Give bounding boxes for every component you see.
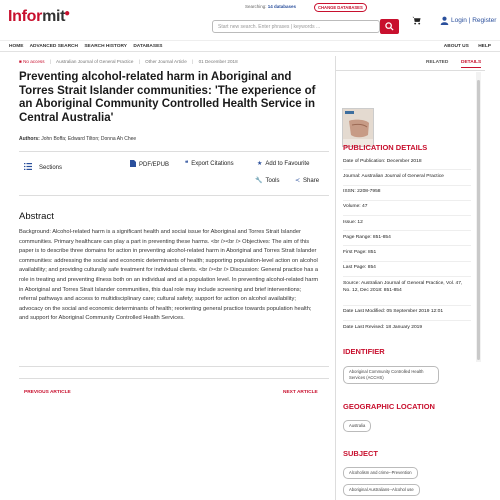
change-databases-button[interactable]: CHANGE DATABASES: [314, 3, 367, 12]
detail-journal: Journal: Australian Journal of General Practice: [343, 174, 444, 179]
detail-page-range: Page Range: 851-854: [343, 235, 391, 240]
panel-scrollbar[interactable]: [476, 72, 481, 362]
detail-last-revised: Date Last Revised: 18 January 2019: [343, 325, 423, 330]
detail-first-page: First Page: 851: [343, 250, 377, 255]
nav-about-us[interactable]: ABOUT US: [443, 44, 469, 49]
favourite-label: Add to Favourite: [265, 161, 310, 167]
publication-details-heading: PUBLICATION DETAILS: [343, 143, 428, 152]
header: [0, 0, 500, 40]
subject-chip[interactable]: Aboriginal Australians--Alcohol use: [343, 484, 420, 496]
abstract-heading: Abstract: [19, 211, 54, 222]
previous-article-link[interactable]: PREVIOUS ARTICLE: [24, 390, 71, 395]
detail-last-page: Last Page: 854: [343, 265, 376, 270]
identifier-chip[interactable]: Aboriginal Community Controlled Health Services (ACCHS): [343, 366, 439, 384]
share-icon: ≺: [295, 178, 301, 184]
detail-date-of-publication: Date of Publication: December 2018: [343, 159, 422, 164]
searching-info: [245, 4, 296, 9]
login-register-link[interactable]: Login | Register: [451, 17, 497, 24]
pdf-label: PDF/EPUB: [139, 162, 170, 168]
detail-divider: [343, 305, 471, 306]
detail-volume: Volume: 47: [343, 204, 368, 209]
authors: [19, 136, 136, 142]
nav-search-history[interactable]: SEARCH HISTORY: [84, 44, 127, 49]
divider: [19, 378, 329, 379]
detail-divider: [343, 276, 471, 277]
article-title: Preventing alcohol-related harm in Aboriginal and Torres Strait Islander communities: 'The experience of an Aboriginal Community Controlled Health Service in Central Australia': [19, 71, 316, 124]
main-nav: [0, 40, 500, 52]
detail-divider: [343, 169, 471, 170]
meta-separator: |: [138, 59, 140, 64]
nav-right: [436, 44, 491, 49]
detail-divider: [343, 261, 471, 262]
nav-advanced-search[interactable]: ADVANCED SEARCH: [29, 44, 78, 49]
share-button[interactable]: [295, 177, 319, 184]
article-meta: [19, 59, 238, 64]
document-icon: [130, 160, 136, 167]
detail-divider: [343, 230, 471, 231]
divider: [19, 366, 329, 367]
list-icon: [24, 163, 32, 170]
detail-source: Source: Australian Journal of General Practice, Vol. 47, No. 12, Dec 2018: 851-854: [343, 281, 463, 293]
logo-text-tail: mit: [42, 8, 66, 25]
nav-databases[interactable]: DATABASES: [133, 44, 163, 49]
subject-chip[interactable]: Alcoholism and crime--Prevention: [343, 467, 418, 479]
search-button[interactable]: [380, 19, 399, 34]
share-label: Share: [303, 178, 320, 184]
divider: [19, 195, 329, 196]
geo-chip-australia[interactable]: Australia: [343, 420, 371, 432]
wrench-icon: 🔧: [255, 178, 263, 184]
search-icon: [385, 22, 394, 31]
abstract-text: Background: Alcohol-related harm is a significant health and social issue for Aboriginal and Torres Strait Islander communities. Primary healthcare can play a part in preventing these harms. <br /><br /> Objectives: The aim of this paper is to describe three domains for action in preventing alcohol-related harm in Aboriginal and Torres Strait Islander communities: addressing the social and economic determinants of health; supporting population-level action on alcohol availability; and providing culturally safe treatment for individual clients. <br /><br /> Discussion: General practice has a role in treating and preventing illness both on an individual and at a population level. In preventing alcohol-related harm in Aboriginal and Torres Strait Islander communities, this dual role may include screening and brief interventions; referral pathways and access to multidisciplinary care; cultural safety; support for action on alcohol availability; advocacy on the social and economic determinants of health; reorienting general practice towards population health; and support for Aboriginal Community Controlled Health Services.: [19, 229, 319, 322]
authors-label: Authors:: [19, 136, 40, 142]
pdf-epub-button[interactable]: [130, 160, 169, 168]
journal-name: Australian Journal of General Practice: [56, 59, 134, 64]
geographic-location-heading: GEOGRAPHIC LOCATION: [343, 402, 435, 411]
detail-last-modified: Date Last Modified: 05 September 2019 12:01: [343, 309, 444, 314]
detail-divider: [343, 215, 471, 216]
authors-names[interactable]: John Boffa; Edward Tilton; Donna Ah Chee: [41, 136, 137, 142]
no-access-label: No access: [23, 59, 45, 64]
nav-left: [9, 44, 167, 49]
meta-separator: |: [192, 59, 194, 64]
quote-icon: ❝: [185, 161, 189, 167]
cite-label: Export Citations: [191, 161, 234, 167]
detail-divider: [343, 320, 471, 321]
panel-divider: [335, 70, 485, 71]
detail-divider: [343, 245, 471, 246]
tools-label: Tools: [265, 178, 280, 184]
cover-art: [343, 109, 374, 147]
logo-text-main: Infor: [8, 8, 43, 25]
detail-divider: [343, 200, 471, 201]
next-article-link[interactable]: NEXT ARTICLE: [283, 390, 318, 395]
export-citations-button[interactable]: [185, 160, 234, 167]
informit-logo[interactable]: [8, 8, 70, 26]
db-count-link[interactable]: 14 databases: [267, 4, 297, 9]
nav-help[interactable]: HELP: [478, 44, 491, 49]
meta-separator: |: [49, 59, 51, 64]
sections-button[interactable]: [24, 163, 62, 171]
lock-icon: ■: [19, 59, 22, 64]
article-date: 01 December 2018: [198, 59, 238, 64]
journal-cover-image: [342, 108, 374, 147]
subject-heading: SUBJECT: [343, 449, 379, 458]
tab-related[interactable]: RELATED: [426, 60, 449, 65]
detail-issn: ISSN: 2208-7958: [343, 189, 381, 194]
star-icon: ★: [257, 161, 263, 167]
detail-issue: Issue: 12: [343, 220, 363, 225]
article-type: Other Journal Article: [145, 59, 187, 64]
tab-details[interactable]: DETAILS: [461, 60, 481, 68]
tools-button[interactable]: [255, 177, 280, 184]
cart-icon[interactable]: [412, 16, 421, 25]
identifier-heading: IDENTIFIER: [343, 347, 385, 356]
scrollbar-thumb[interactable]: [477, 80, 480, 360]
sections-label: Sections: [39, 165, 63, 171]
divider: [19, 151, 329, 152]
searching-label: Searching:: [245, 4, 267, 9]
detail-divider: [343, 185, 471, 186]
nav-home[interactable]: HOME: [9, 44, 24, 49]
user-icon[interactable]: [440, 16, 449, 25]
logo-dot-icon: ●: [64, 8, 70, 19]
search-input[interactable]: Start new search. Enter phrases | keywords ...: [212, 20, 380, 33]
add-to-favourite-button[interactable]: [257, 160, 309, 167]
